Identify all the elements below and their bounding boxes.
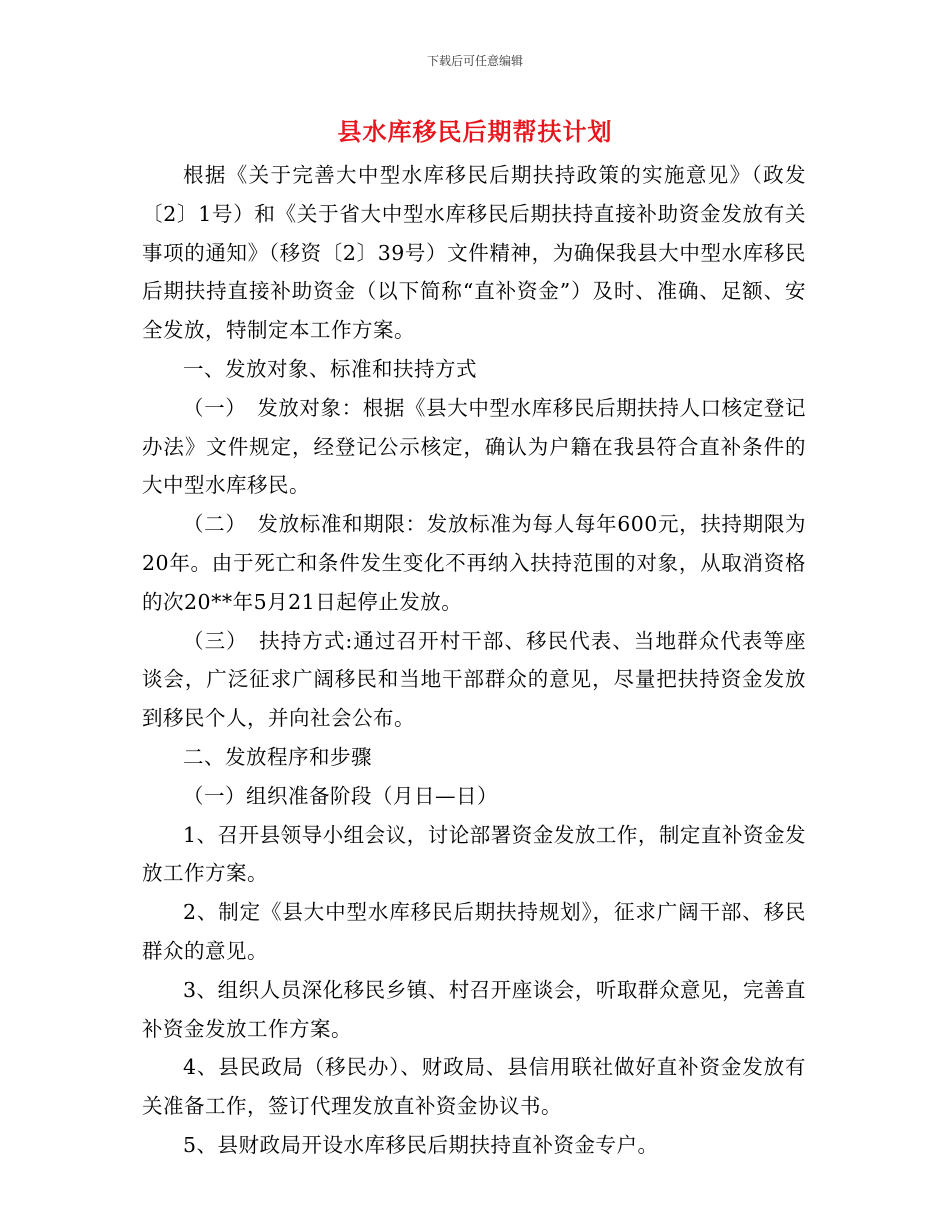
paragraph-intro: 根据《关于完善大中型水库移民后期扶持政策的实施意见》（政发〔2〕1号）和《关于省大中型水库移民后期扶持直接补助资金发放有关事项的通知》（移资〔2〕39号）文件精神，为确保我县大中型水库移民后期扶持直接补助资金（以下简称“直补资金”）及时、准确、足额、安全发放，特制定本工作方案。 bbox=[142, 163, 806, 343]
section-heading-1: 一、发放对象、标准和扶持方式 bbox=[183, 356, 477, 381]
section-heading-2: 二、发放程序和步骤 bbox=[183, 744, 372, 769]
header-note: 下载后可任意编辑 bbox=[426, 54, 523, 68]
document-body bbox=[142, 156, 806, 1165]
document-title: 县水库移民后期帮扶计划 bbox=[337, 118, 613, 146]
paragraph-target: （一） 发放对象：根据《县大中型水库移民后期扶持人口核定登记办法》文件规定，经登记公示核定，确认为户籍在我县符合直补条件的大中型水库移民。 bbox=[142, 395, 806, 498]
subsection-heading-prep: （一）组织准备阶段（月日—日） bbox=[183, 783, 498, 808]
list-item-1: 1、召开县领导小组会议，讨论部署资金发放工作，制定直补资金发放工作方案。 bbox=[142, 822, 806, 886]
paragraph-method: （三） 扶持方式:通过召开村干部、移民代表、当地群众代表等座谈会，广泛征求广阔移民和当地干部群众的意见，尽量把扶持资金发放到移民个人，并向社会公布。 bbox=[142, 628, 806, 731]
list-item-4: 4、县民政局（移民办）、财政局、县信用联社做好直补资金发放有关准备工作，签订代理发放直补资金协议书。 bbox=[142, 1055, 806, 1119]
list-item-3: 3、组织人员深化移民乡镇、村召开座谈会，听取群众意见，完善直补资金发放工作方案。 bbox=[142, 977, 806, 1041]
paragraph-standard: （二） 发放标准和期限：发放标准为每人每年600元，扶持期限为20年。由于死亡和条件发生变化不再纳入扶持范围的对象，从取消资格的次20**年5月21日起停止发放。 bbox=[142, 512, 806, 614]
list-item-2: 2、制定《县大中型水库移民后期扶持规划》，征求广阔干部、移民群众的意见。 bbox=[142, 900, 806, 963]
list-item-5: 5、县财政局开设水库移民后期扶持直补资金专户。 bbox=[183, 1132, 659, 1157]
